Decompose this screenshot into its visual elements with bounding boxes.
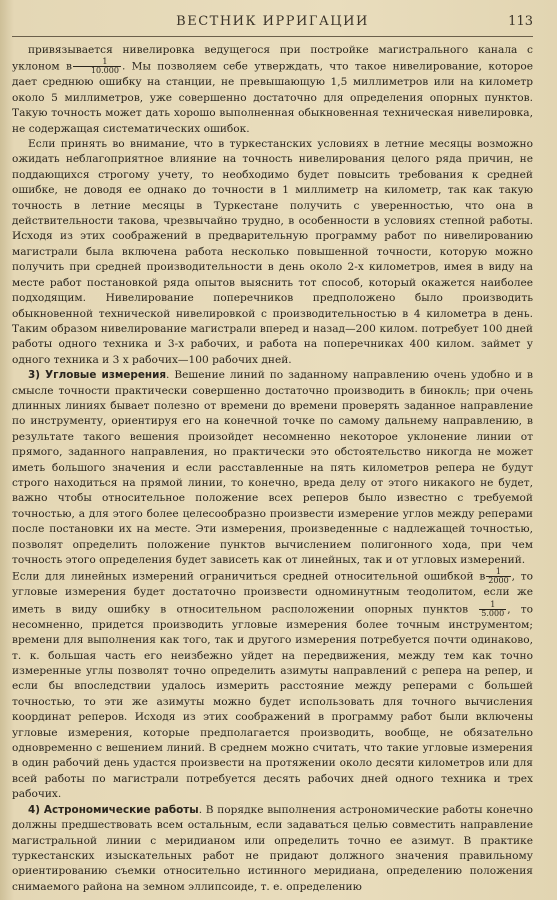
page-header	[12, 10, 533, 37]
fraction-denominator: 10.000	[90, 66, 119, 76]
paragraph-text: , то угловые измерения будет достаточно произвести одноминутным теодолитом, если же иметь в виду ошибку в относительном расположении опорных пунктов	[12, 570, 533, 616]
fraction-numerator: 1	[479, 601, 506, 610]
fraction-denominator: 5.000	[481, 608, 505, 618]
paragraph-text: Если для линейных измерений ограничиться средней относительной ошибкой в	[12, 570, 486, 583]
paragraph	[12, 368, 533, 568]
running-title: ВЕСТНИК ИРРИГАЦИИ	[176, 14, 369, 29]
fraction-numerator: 1	[73, 58, 121, 67]
paragraph-text: , то несомненно, придется производить угловые измерения более точным инструментом; времени для выполнения как того, так и другого измерения потребуется почти одинаково, т. к. большая часть его неизбежно уйдет на передвижения, между тем как точно измеренные углы позволят точно определить азимуты направлений с репера на репер, и если бы впоследствии удалось измерить расстояние между реперами с большей точностью, то эти же азимуты можно будет использовать для точного вычисления координат реперов. Исходя из этих соображений в программу работ были включены угловые измерения, которые предполагается производить, вообще, не обязательно одновременно с вешением линий. В среднем можно считать, что такие угловые измерения в один рабочий день удастся произвести на протяжении около десяти километров или для всей работы по магистрали потребуется десять рабочих дней одного техника и трех рабочих.	[12, 603, 533, 801]
fraction	[479, 601, 506, 618]
article-body	[12, 43, 533, 895]
paragraph-text: привязывается нивелировка ведущегося при постройке магистрального канала с уклоном в	[12, 44, 533, 73]
paragraph	[12, 803, 533, 895]
paragraph	[12, 568, 533, 802]
paragraph-text: . В порядке выполнения астрономические работы конечно должны предшествовать всем остальным, если задаваться целью совместить направление магистральной линии с меридианом или определить точно ее азимут. В практике туркестанских изыскательных работ не придают должного значения правильному ориентированию съемки относительно истинного меридиана, определению положения снимаемого района на земном эллипсоиде, т. е. определению	[12, 803, 533, 893]
fraction-denominator: 2000	[488, 576, 509, 586]
fraction-numerator: 1	[486, 568, 510, 577]
paragraph: Если принять во внимание, что в туркестанских условиях в летние месяцы возможно ожидать неблагоприятное влияние на точность нивелирования целого ряда причин, не поддающихся строгому учету, то необходимо будет повысить требования к средней ошибке, не доводя ее однако до точности в 1 миллиметр на километр, так как такую точность в летние месяцы в Туркестане получить с уверенностью, что она в действительности такова, чрезвычайно трудно, в особенности в условиях степной работы. Исходя из этих соображений в предварительную программу работ по нивелированию магистрали была включена работа несколько повышенной точности, которую можно получить при средней производительности в день около 2-х километров, имея в виду на месте работ постановкой ряда опытов выяснить тот способ, который окажется наиболее подходящим. Нивелирование поперечников предположено было производить обыкновенной технической нивелировкой с производительностью в 4 километра в день. Таким образом нивелирование магистрали вперед и назад—200 килом. потребует 100 дней работы одного техника и 3-х рабочих, и работа на поперечниках 400 килом. займет у одного техника и 3 х рабочих—100 рабочих дней.	[12, 138, 533, 366]
fraction	[73, 58, 121, 75]
page-number: 113	[508, 14, 533, 29]
paragraph	[12, 43, 533, 137]
paragraph-text: . Вешение линий по заданному направлению очень удобно и в смысле точности практически совершенно достаточно производить в бинокль; при очень длинных линиях бывает полезно от времени до времени проверять заданное направление по инструменту, ориентируя его на конечной точке по самому дальнему направлению, в результате такого вешения произойдет несомненно некоторое уклонение линии от прямого, заданного направления, но практически это обстоятельство никогда не может иметь большого значения и если расставленные на пять километров репера не будут строго находиться на прямой линии, то конечно, вреда делу от этого никакого не будет, важно чтобы относительное положение всех реперов было известно с требуемой точностью, а для этого более целесообразно произвести измерение углов между реперами после постановки их на месте. Эти измерения, произведенные с надлежащей точностью, позволят определить положение пунктов вычислением полигонного хода, при чем точность этого определения будет зависеть как от линейных, так и от угловых измерений.	[12, 369, 533, 566]
section-heading: 4) Астрономические работы	[28, 803, 199, 816]
paragraph-text: . Мы позволяем себе утверждать, что такое нивелирование, которое дает среднюю ошибку на станции, не превышающую 1,5 миллиметров или на километр около 5 миллиметров, уже совершенно достаточно для определения опорных пунктов. Такую точность может дать хорошо выполненная обыкновенная техническая нивелировка, не содержащая систематических ошибок.	[12, 60, 533, 135]
fraction	[486, 568, 510, 585]
section-heading: 3) Угловые измерения	[28, 369, 167, 382]
